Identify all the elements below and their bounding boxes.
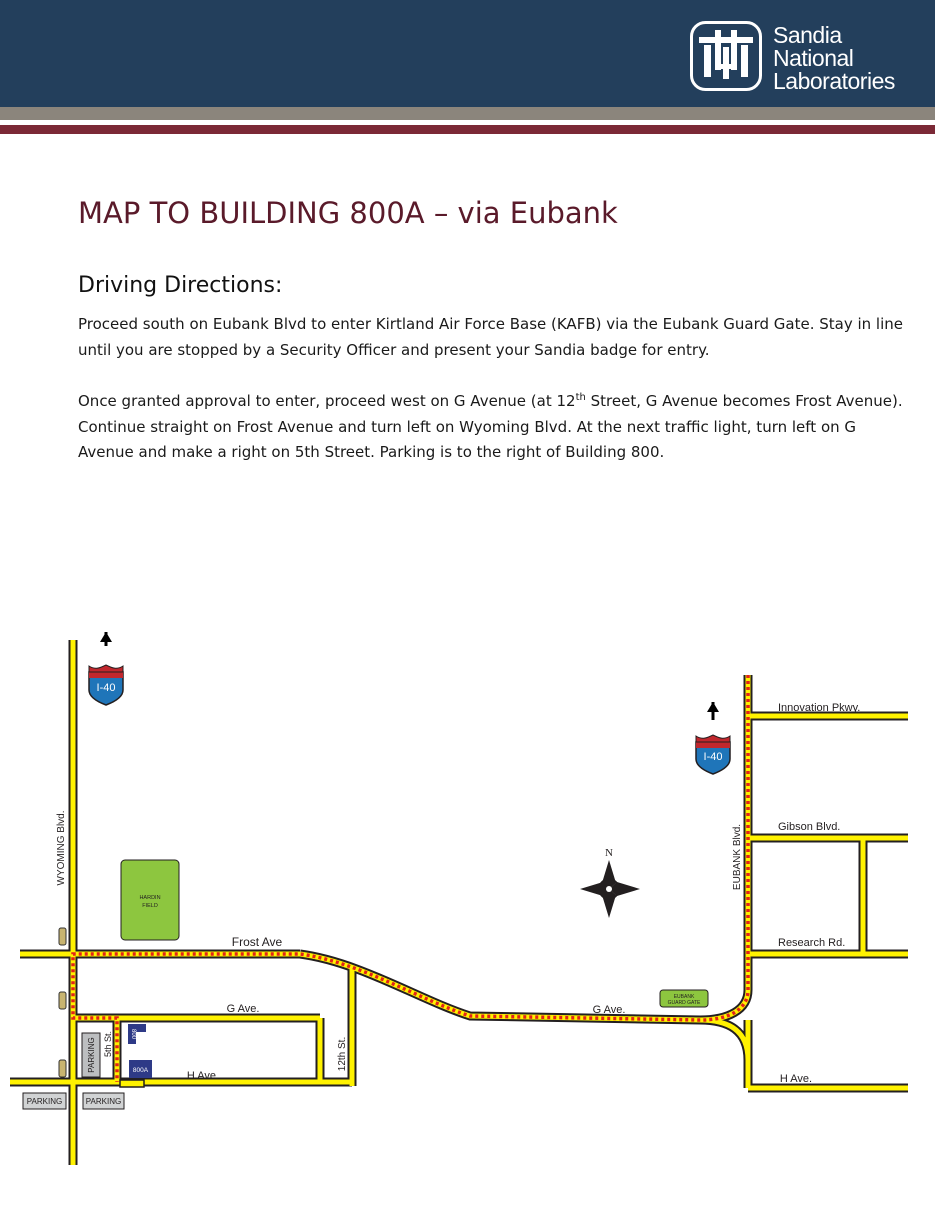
sandia-logo-text — [773, 24, 895, 93]
logo-line-1: Sandia — [773, 22, 842, 48]
g-ave-east-label: G Ave. — [592, 1004, 626, 1016]
building-800a-label: 800A — [132, 1067, 149, 1074]
g-ave-west-label: G Ave. — [226, 1003, 260, 1015]
shield-left-label: I-40 — [96, 682, 116, 694]
wyoming-blvd-label: WYOMING Blvd. — [56, 810, 67, 886]
frost-ave-label: Frost Ave — [231, 935, 283, 949]
h-ave-west-label: H Ave. — [186, 1070, 220, 1082]
building-800a-parking-spot — [120, 1080, 144, 1087]
compass-rose-icon — [580, 847, 640, 918]
hardin-field-label-1: HARDIN — [139, 895, 161, 901]
route-map — [0, 620, 935, 1180]
compass-north-label: N — [605, 847, 613, 859]
eubank-blvd-label: EUBANK Blvd. — [732, 823, 743, 891]
research-rd-label: Research Rd. — [778, 937, 846, 949]
directions-heading: Driving Directions: — [78, 273, 283, 298]
directions-paragraph-2: Once granted approval to enter, proceed west on G Avenue (at 12th Street, G Avenue becomes Frost Avenue). Continue straight on Frost Avenue and turn left on Wyoming Blvd. At the next traffic light, turn left on G Avenue and make a right on 5th Street. Parking is to the right of Building 800. — [78, 392, 903, 461]
shield-right-label: I-40 — [703, 751, 723, 763]
logo-line-3: Laboratories — [773, 68, 895, 94]
guard-gate-label-2: GUARD GATE — [667, 1000, 701, 1006]
header-stripe-gray — [0, 107, 935, 120]
i40-shield-right-icon — [696, 702, 730, 774]
page-title: MAP TO BUILDING 800A – via Eubank — [78, 196, 618, 230]
logo-line-2: National — [773, 45, 854, 71]
building-800-label: 800 — [130, 1028, 136, 1040]
gibson-blvd-label: Gibson Blvd. — [778, 821, 841, 833]
sandia-thunderbird-icon — [690, 21, 762, 91]
h-ave-east-label: H Ave. — [779, 1073, 813, 1085]
innovation-pkwy-label: Innovation Pkwy. — [778, 702, 861, 714]
guard-gate-label-1: EUBANK — [673, 994, 695, 1000]
hardin-field-label-2: FIELD — [142, 903, 158, 909]
parking-left-label: PARKING — [26, 1097, 63, 1106]
directions-paragraph-1: Proceed south on Eubank Blvd to enter Kirtland Air Force Base (KAFB) via the Eubank Guard Gate. Stay in line until you are stopped by a Security Officer and present your Sandia badge for entry. — [78, 315, 904, 359]
header-stripe-red — [0, 125, 935, 134]
parking-vertical-label: PARKING — [87, 1037, 96, 1073]
fifth-st-label: 5th St. — [103, 1030, 113, 1058]
i40-shield-left-icon — [89, 632, 123, 705]
parking-right-label: PARKING — [85, 1097, 122, 1106]
twelfth-st-label: 12th St. — [337, 1036, 348, 1072]
